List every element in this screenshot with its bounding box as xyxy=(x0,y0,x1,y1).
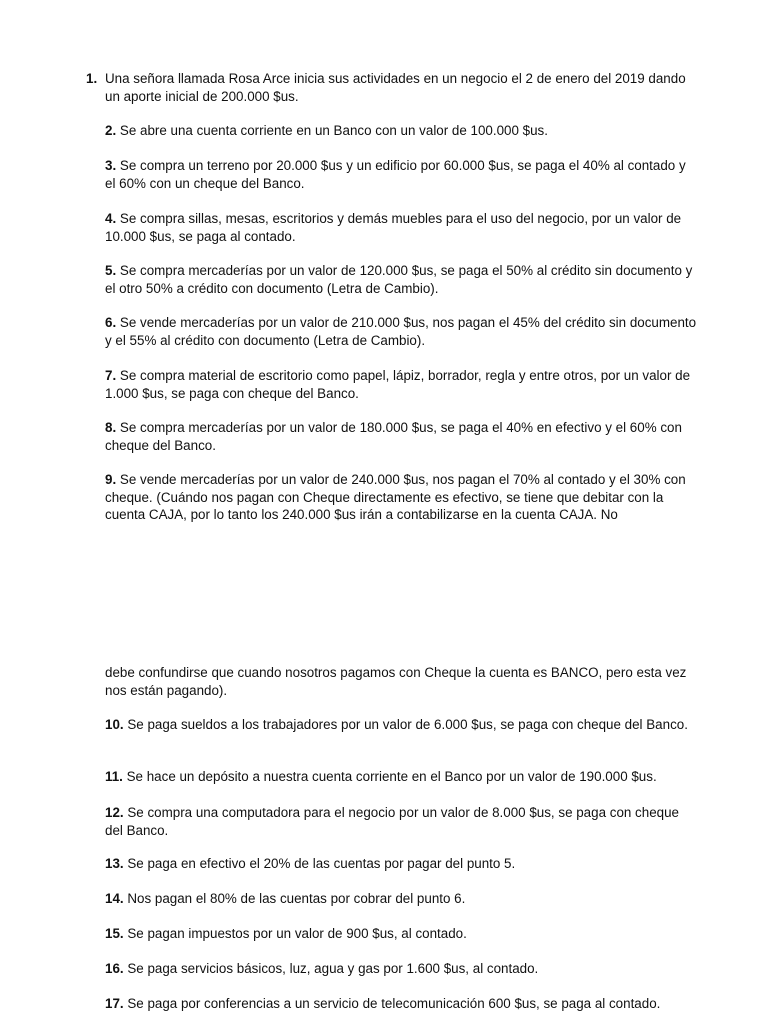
exercise-item-5 xyxy=(105,262,697,297)
item-text: Se compra material de escritorio como papel, lápiz, borrador, regla y entre otros, por un valor de 1.000 $us, se paga con cheque del Banco. xyxy=(105,368,691,401)
item-number: 5. xyxy=(105,263,117,278)
item-text: Se abre una cuenta corriente en un Banco con un valor de 100.000 $us. xyxy=(119,123,548,138)
exercise-item-16 xyxy=(105,960,697,978)
item-text: Una señora llamada Rosa Arce inicia sus actividades en un negocio el 2 de enero del 2019 dando un aporte inicial de 200.000 $us. xyxy=(105,71,686,104)
item-text: Se paga en efectivo el 20% de las cuentas por pagar del punto 5. xyxy=(127,856,516,871)
exercise-item-9-continued xyxy=(105,664,697,699)
item-text: Se compra mercaderías por un valor de 120.000 $us, se paga el 50% al crédito sin documento y el otro 50% a crédito con documento (Letra de Cambio). xyxy=(105,263,693,296)
exercise-item-2 xyxy=(105,122,697,140)
item-number: 11. xyxy=(105,769,123,784)
exercise-item-7 xyxy=(105,367,697,402)
item-number: 16. xyxy=(105,961,124,976)
exercise-item-13 xyxy=(105,855,697,873)
item-number: 1. xyxy=(86,71,98,86)
item-number: 4. xyxy=(105,211,117,226)
item-text: Se compra sillas, mesas, escritorios y demás muebles para el uso del negocio, por un valor de 10.000 $us, se paga al contado. xyxy=(105,211,682,244)
exercise-item-4 xyxy=(105,210,697,245)
item-text: Se vende mercaderías por un valor de 240.000 $us, nos pagan el 70% al contado y el 30% con cheque. (Cuándo nos pagan con Cheque directamente es efectivo, se tiene que debitar con la cuenta CAJA, por lo tanto los 240.000 $us irán a contabilizarse en la cuenta CAJA. No xyxy=(105,472,686,522)
item-number: 6. xyxy=(105,315,117,330)
exercise-item-15 xyxy=(105,925,697,943)
exercise-item-8 xyxy=(105,419,697,454)
exercise-item-3 xyxy=(105,157,697,192)
item-text: Se compra una computadora para el negocio por un valor de 8.000 $us, se paga con cheque del Banco. xyxy=(105,805,679,838)
item-number: 12. xyxy=(105,805,124,820)
exercise-item-6 xyxy=(105,314,697,349)
exercise-item-17 xyxy=(105,995,697,1013)
exercise-item-10 xyxy=(105,716,697,734)
exercise-item-11 xyxy=(105,768,697,786)
item-text: Se compra un terreno por 20.000 $us y un edificio por 60.000 $us, se paga el 40% al contado y el 60% con un cheque del Banco. xyxy=(105,158,686,191)
item-number: 7. xyxy=(105,368,117,383)
exercise-item-1 xyxy=(86,70,697,105)
item-number: 3. xyxy=(105,158,117,173)
item-number: 13. xyxy=(105,856,124,871)
item-number: 14. xyxy=(105,891,124,906)
item-number: 17. xyxy=(105,996,124,1011)
item-text: Se paga sueldos a los trabajadores por un valor de 6.000 $us, se paga con cheque del Banco. xyxy=(127,717,688,732)
item-text: Se paga por conferencias a un servicio de telecomunicación 600 $us, se paga al contado. xyxy=(127,996,661,1011)
item-number: 2. xyxy=(105,123,117,138)
item-number: 9. xyxy=(105,472,117,487)
item-text: Se pagan impuestos por un valor de 900 $us, al contado. xyxy=(127,926,467,941)
item-number: 10. xyxy=(105,717,124,732)
exercise-item-9 xyxy=(105,471,697,524)
item-number: 15. xyxy=(105,926,124,941)
item-text: Se compra mercaderías por un valor de 180.000 $us, se paga el 40% en efectivo y el 60% con cheque del Banco. xyxy=(105,420,682,453)
item-text: Se paga servicios básicos, luz, agua y gas por 1.600 $us, al contado. xyxy=(127,961,539,976)
item-text: debe confundirse que cuando nosotros pagamos con Cheque la cuenta es BANCO, pero esta vez nos están pagando). xyxy=(105,665,687,698)
exercise-item-14 xyxy=(105,890,697,908)
item-text: Se vende mercaderías por un valor de 210.000 $us, nos pagan el 45% del crédito sin documento y el 55% al crédito con documento (Letra de Cambio). xyxy=(105,315,697,348)
item-text: Se hace un depósito a nuestra cuenta corriente en el Banco por un valor de 190.000 $us. xyxy=(126,769,657,784)
exercise-item-12 xyxy=(105,804,697,839)
item-text: Nos pagan el 80% de las cuentas por cobrar del punto 6. xyxy=(127,891,466,906)
item-number: 8. xyxy=(105,420,117,435)
